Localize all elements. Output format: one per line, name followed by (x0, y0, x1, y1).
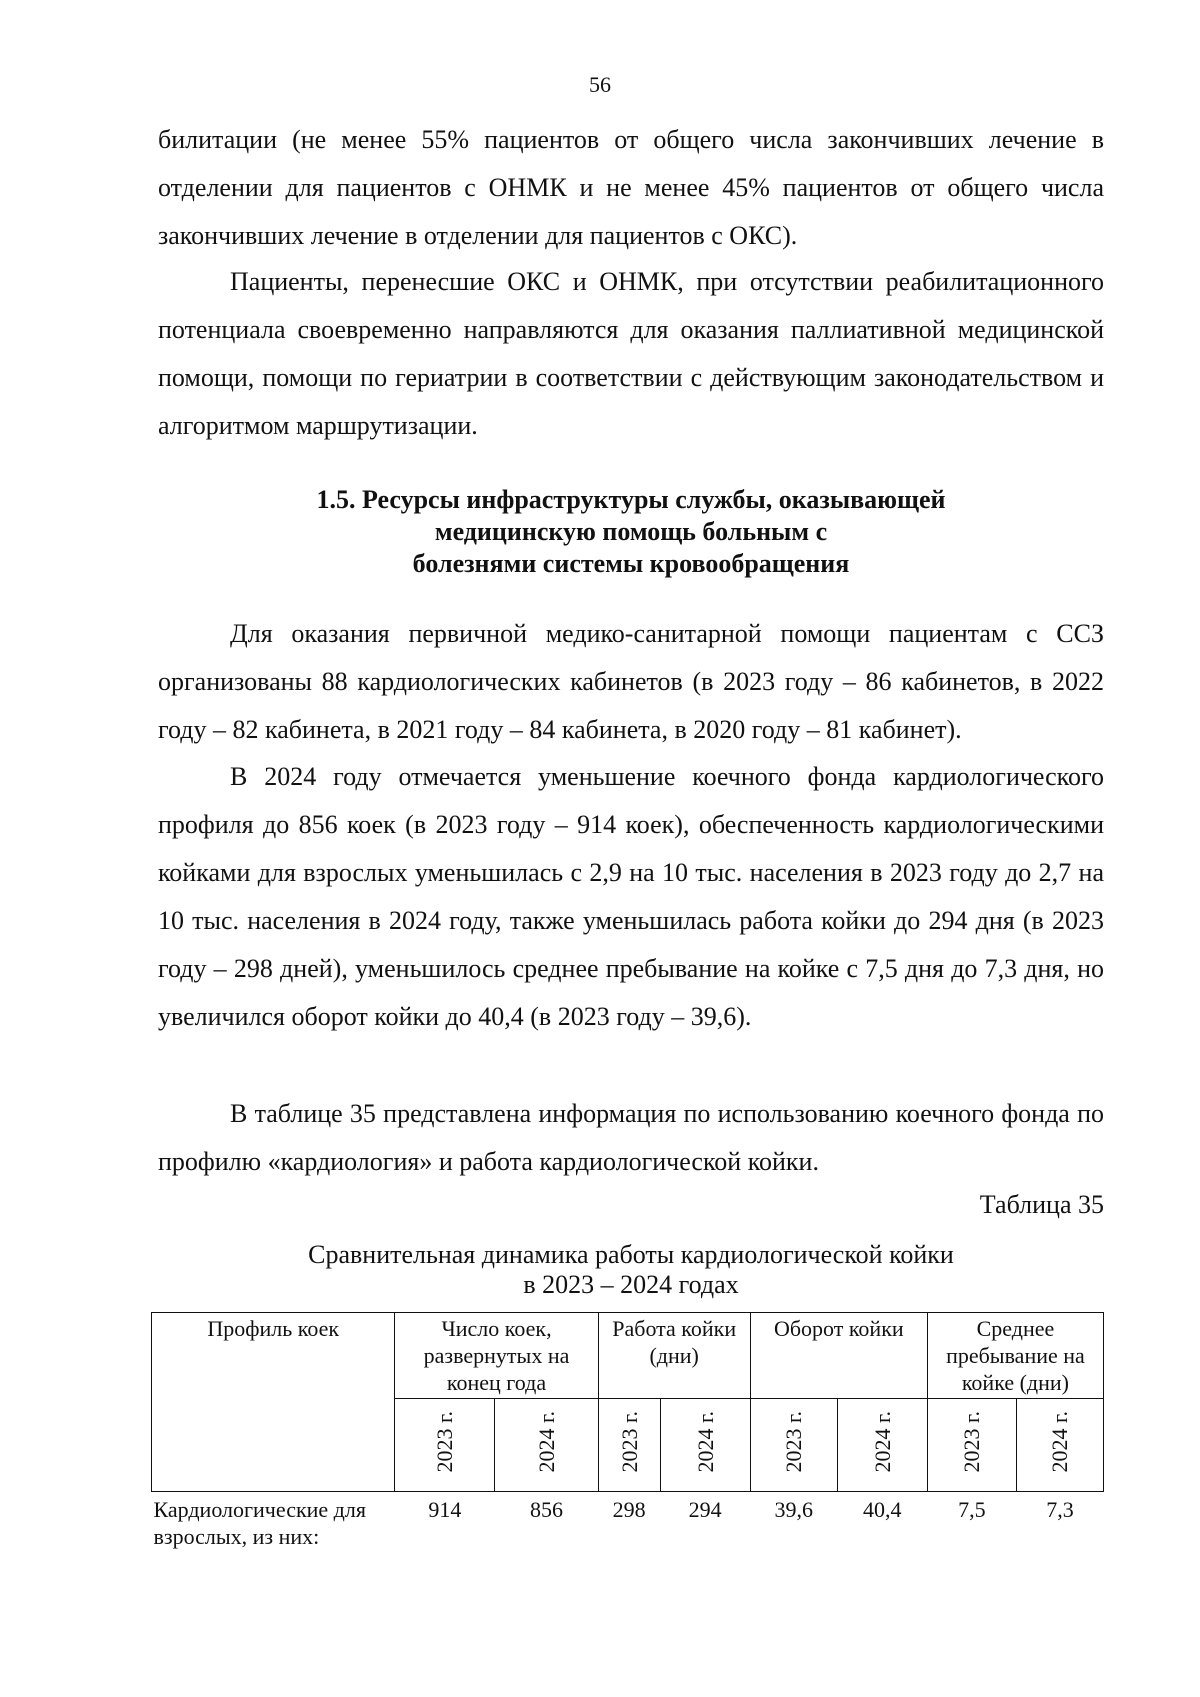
year-label: 2023 г. (432, 1411, 458, 1473)
bed-dynamics-table (151, 1312, 1104, 1554)
header-year-2023 (750, 1399, 837, 1492)
table-caption-line: Сравнительная динамика работы кардиологической койки (308, 1240, 954, 1269)
row-profile: Кардиологические для взрослых, из них: (153, 1497, 366, 1549)
year-label: 2023 г. (959, 1411, 985, 1473)
table-caption (158, 1240, 1104, 1300)
cell-work-2024: 294 (688, 1497, 722, 1522)
section-heading (158, 484, 1104, 580)
header-year-2023 (395, 1399, 495, 1492)
paragraph-palliative-routing: Пациенты, перенесшие ОКС и ОНМК, при отсутствии реабилитационного потенциала своевременно направляются для оказания паллиативной медицинской помощи, помощи по гериатрии в соответствии с действующим законодательством и алгоритмом маршрутизации. (158, 267, 1104, 440)
header-year-2024 (660, 1399, 750, 1492)
year-label: 2023 г. (781, 1411, 807, 1473)
paragraph-bed-fund: В 2024 году отмечается уменьшение коечного фонда кардиологического профиля до 856 коек (в 2023 году – 914 коек), обеспеченность кардиологическими койками для взрослых уменьшилась с 2,9 на 10 тыс. населения в 2023 году до 2,7 на 10 тыс. населения в 2024 году, также уменьшилась работа койки до 294 дня (в 2023 году – 298 дней), уменьшилось среднее пребывание на койке с 7,5 дня до 7,3 дня, но увеличился оборот койки до 40,4 (в 2023 году – 39,6). (158, 762, 1104, 1031)
cell-work-2023: 298 (612, 1497, 646, 1522)
cell-stay-2024: 7,3 (1046, 1497, 1074, 1522)
section-heading-line: болезнями системы кровообращения (412, 549, 850, 578)
header-profile: Профиль коек (152, 1313, 395, 1492)
paragraph-cardiology-offices: Для оказания первичной медико-санитарной помощи пациентам с ССЗ организованы 88 кардиологических кабинетов (в 2023 году – 86 кабинетов, в 2022 году – 82 кабинета, в 2021 году – 84 кабинета, в 2020 году – 81 кабинет). (158, 619, 1104, 744)
table-caption-line: в 2023 – 2024 годах (523, 1270, 739, 1299)
year-label: 2023 г. (616, 1411, 642, 1473)
page-number: 56 (589, 72, 611, 97)
year-label: 2024 г. (534, 1411, 559, 1473)
cell-beds-2023: 914 (428, 1497, 462, 1522)
paragraph-table-intro: В таблице 35 представлена информация по использованию коечного фонда по профилю «кардиология» и работа кардиологической койки. (158, 1099, 1104, 1176)
cell-turnover-2023: 39,6 (774, 1497, 813, 1522)
header-year-2024 (837, 1399, 927, 1492)
table-row (152, 1492, 1104, 1555)
header-stay: Среднее пребывание на койке (дни) (927, 1313, 1103, 1399)
header-year-2024 (495, 1399, 598, 1492)
section-heading-line: медицинскую помощь больным с (434, 517, 828, 546)
header-year-2023 (598, 1399, 660, 1492)
header-beds: Число коек, развернутых на конец года (395, 1313, 598, 1399)
cell-turnover-2024: 40,4 (863, 1497, 902, 1522)
paragraph-rehabilitation-share: билитации (не менее 55% пациентов от общего числа закончивших лечение в отделении для пациентов с ОНМК и не менее 45% пациентов от общего числа закончивших лечение в отделении для пациентов с ОКС). (158, 125, 1104, 250)
section-heading-line: 1.5. Ресурсы инфраструктуры службы, оказывающей (316, 485, 946, 514)
header-year-2024 (1016, 1399, 1103, 1492)
header-work: Работа койки (дни) (598, 1313, 750, 1399)
header-year-2023 (927, 1399, 1016, 1492)
year-label: 2024 г. (869, 1411, 895, 1473)
year-label: 2024 г. (1047, 1411, 1073, 1473)
year-label: 2024 г. (692, 1411, 718, 1473)
header-turnover: Оборот койки (750, 1313, 927, 1399)
cell-beds-2024: 856 (530, 1497, 563, 1522)
table-label: Таблица 35 (979, 1190, 1104, 1219)
cell-stay-2023: 7,5 (958, 1497, 986, 1522)
